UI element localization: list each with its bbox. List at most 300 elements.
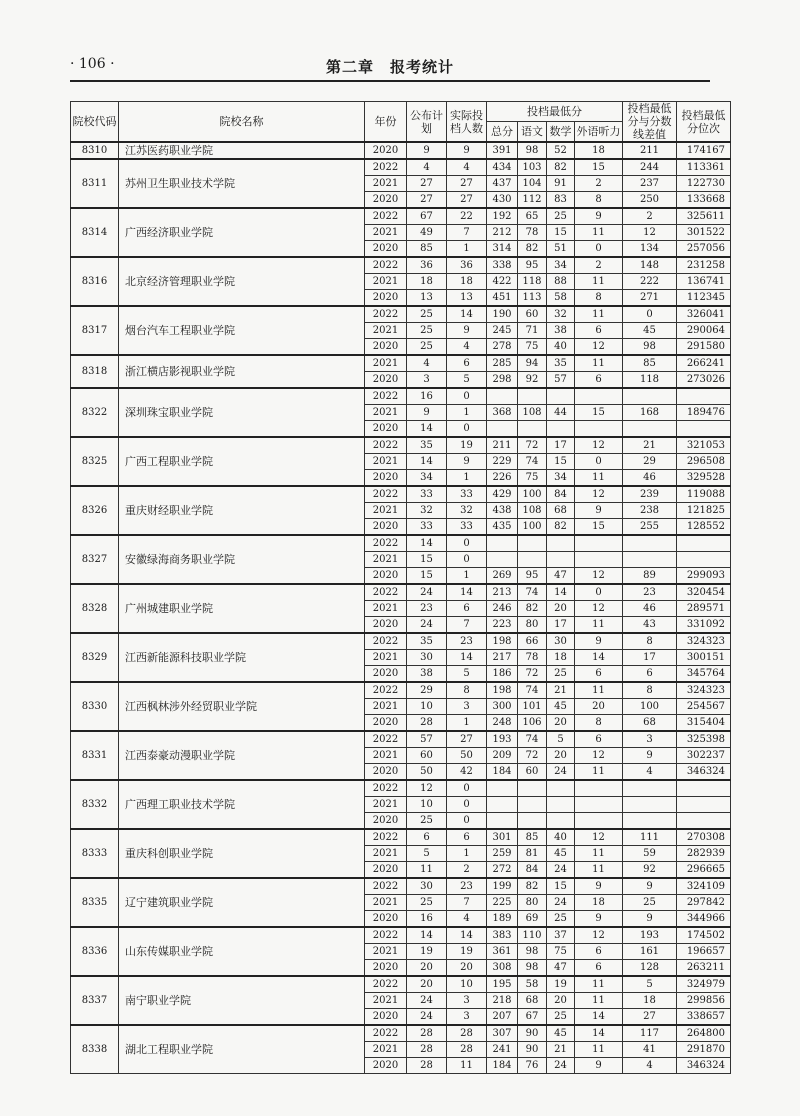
cell-foreign: 11	[575, 1042, 623, 1058]
school-name: 南宁职业学院	[119, 976, 365, 1025]
col-header-math: 数学	[547, 121, 575, 142]
cell-plan: 12	[407, 780, 447, 797]
cell-diff: 9	[623, 748, 677, 764]
cell-math: 82	[547, 159, 575, 176]
cell-chinese: 101	[518, 699, 547, 715]
admission-table	[70, 101, 731, 1074]
cell-foreign: 11	[575, 846, 623, 862]
school-code: 8317	[71, 306, 119, 355]
cell-year: 2020	[365, 666, 407, 683]
cell-foreign: 14	[575, 650, 623, 666]
cell-math: 45	[547, 1025, 575, 1042]
cell-chinese: 66	[518, 633, 547, 650]
cell-year: 2022	[365, 388, 407, 405]
cell-year: 2020	[365, 813, 407, 830]
cell-chinese: 67	[518, 1009, 547, 1026]
cell-year: 2020	[365, 519, 407, 536]
cell-foreign: 9	[575, 503, 623, 519]
cell-diff: 41	[623, 1042, 677, 1058]
cell-actual: 9	[447, 454, 487, 470]
cell-math	[547, 780, 575, 797]
cell-actual: 1	[447, 846, 487, 862]
school-name: 江苏医药职业学院	[119, 142, 365, 159]
cell-chinese: 90	[518, 1025, 547, 1042]
cell-year: 2020	[365, 617, 407, 634]
cell-total: 308	[487, 960, 518, 977]
table-row	[71, 355, 731, 372]
cell-foreign: 18	[575, 895, 623, 911]
cell-plan: 9	[407, 142, 447, 159]
school-code: 8328	[71, 584, 119, 633]
cell-total: 307	[487, 1025, 518, 1042]
cell-actual: 7	[447, 225, 487, 241]
cell-plan: 14	[407, 927, 447, 944]
cell-actual: 9	[447, 142, 487, 159]
col-header-rank: 投档最低分位次	[677, 102, 731, 143]
cell-math: 91	[547, 176, 575, 192]
cell-rank: 325398	[677, 731, 731, 748]
cell-actual: 19	[447, 437, 487, 454]
school-name: 北京经济管理职业学院	[119, 257, 365, 306]
cell-plan: 28	[407, 715, 447, 732]
cell-math: 18	[547, 650, 575, 666]
cell-actual: 14	[447, 306, 487, 323]
cell-rank	[677, 797, 731, 813]
cell-rank: 324323	[677, 682, 731, 699]
cell-math: 25	[547, 1009, 575, 1026]
school-name: 江西新能源科技职业学院	[119, 633, 365, 682]
cell-year: 2020	[365, 142, 407, 159]
cell-foreign: 20	[575, 699, 623, 715]
cell-actual: 32	[447, 503, 487, 519]
table-row	[71, 388, 731, 405]
cell-year: 2021	[365, 601, 407, 617]
cell-rank: 346324	[677, 764, 731, 781]
cell-actual: 14	[447, 927, 487, 944]
table-row	[71, 976, 731, 993]
school-code: 8333	[71, 829, 119, 878]
cell-math: 21	[547, 682, 575, 699]
cell-foreign: 11	[575, 976, 623, 993]
cell-foreign: 12	[575, 829, 623, 846]
cell-actual: 6	[447, 829, 487, 846]
cell-rank: 273026	[677, 372, 731, 389]
school-name: 苏州卫生职业技术学院	[119, 159, 365, 208]
cell-chinese: 98	[518, 944, 547, 960]
cell-plan: 10	[407, 797, 447, 813]
cell-total: 391	[487, 142, 518, 159]
cell-year: 2021	[365, 993, 407, 1009]
school-name: 重庆科创职业学院	[119, 829, 365, 878]
cell-math: 25	[547, 666, 575, 683]
cell-actual: 1	[447, 470, 487, 487]
cell-chinese: 100	[518, 486, 547, 503]
cell-rank: 231258	[677, 257, 731, 274]
cell-math: 37	[547, 927, 575, 944]
school-name: 湖北工程职业学院	[119, 1025, 365, 1074]
cell-math: 15	[547, 878, 575, 895]
cell-rank: 174167	[677, 142, 731, 159]
cell-year: 2020	[365, 960, 407, 977]
cell-total: 383	[487, 927, 518, 944]
cell-year: 2021	[365, 503, 407, 519]
cell-math: 5	[547, 731, 575, 748]
cell-diff: 2	[623, 208, 677, 225]
cell-year: 2022	[365, 780, 407, 797]
cell-rank: 282939	[677, 846, 731, 862]
cell-rank: 257056	[677, 241, 731, 258]
cell-rank: 299856	[677, 993, 731, 1009]
cell-foreign: 14	[575, 1025, 623, 1042]
col-header-min-score-group: 投档最低分	[487, 102, 623, 122]
cell-math: 24	[547, 862, 575, 879]
cell-plan: 14	[407, 535, 447, 552]
cell-diff: 118	[623, 372, 677, 389]
cell-plan: 24	[407, 1009, 447, 1026]
cell-year: 2020	[365, 911, 407, 928]
cell-rank: 346324	[677, 1058, 731, 1074]
cell-actual: 42	[447, 764, 487, 781]
cell-diff: 9	[623, 878, 677, 895]
cell-actual: 27	[447, 192, 487, 209]
cell-year: 2022	[365, 584, 407, 601]
cell-actual: 5	[447, 666, 487, 683]
cell-actual: 3	[447, 993, 487, 1009]
cell-plan: 5	[407, 846, 447, 862]
cell-diff: 244	[623, 159, 677, 176]
cell-foreign: 12	[575, 437, 623, 454]
cell-chinese: 60	[518, 306, 547, 323]
school-code: 8335	[71, 878, 119, 927]
cell-year: 2022	[365, 927, 407, 944]
cell-rank: 321053	[677, 437, 731, 454]
cell-diff: 21	[623, 437, 677, 454]
cell-foreign: 0	[575, 584, 623, 601]
table-row	[71, 927, 731, 944]
cell-diff: 211	[623, 142, 677, 159]
cell-plan: 57	[407, 731, 447, 748]
cell-rank: 119088	[677, 486, 731, 503]
cell-year: 2022	[365, 829, 407, 846]
cell-math: 25	[547, 208, 575, 225]
cell-rank: 326041	[677, 306, 731, 323]
cell-year: 2021	[365, 225, 407, 241]
cell-year: 2022	[365, 208, 407, 225]
cell-plan: 25	[407, 895, 447, 911]
cell-rank: 290064	[677, 323, 731, 339]
cell-math: 40	[547, 829, 575, 846]
cell-year: 2020	[365, 192, 407, 209]
cell-year: 2020	[365, 862, 407, 879]
table-row	[71, 731, 731, 748]
cell-total: 438	[487, 503, 518, 519]
cell-diff: 111	[623, 829, 677, 846]
cell-rank: 338657	[677, 1009, 731, 1026]
school-name: 广西理工职业技术学院	[119, 780, 365, 829]
cell-actual: 23	[447, 633, 487, 650]
cell-total	[487, 388, 518, 405]
cell-foreign: 8	[575, 290, 623, 307]
cell-math: 17	[547, 437, 575, 454]
cell-diff: 239	[623, 486, 677, 503]
cell-math: 83	[547, 192, 575, 209]
cell-year: 2020	[365, 470, 407, 487]
cell-plan: 15	[407, 552, 447, 568]
col-header-code: 院校代码	[71, 102, 119, 143]
cell-total: 434	[487, 159, 518, 176]
cell-actual: 0	[447, 388, 487, 405]
col-header-plan: 公布计划	[407, 102, 447, 143]
cell-diff: 4	[623, 764, 677, 781]
cell-foreign: 12	[575, 601, 623, 617]
cell-diff	[623, 797, 677, 813]
cell-foreign	[575, 388, 623, 405]
cell-year: 2020	[365, 290, 407, 307]
cell-diff: 117	[623, 1025, 677, 1042]
cell-math: 21	[547, 1042, 575, 1058]
cell-chinese: 60	[518, 764, 547, 781]
cell-chinese: 118	[518, 274, 547, 290]
cell-chinese: 75	[518, 339, 547, 356]
cell-diff: 68	[623, 715, 677, 732]
cell-total: 368	[487, 405, 518, 421]
cell-total: 184	[487, 1058, 518, 1074]
cell-plan: 49	[407, 225, 447, 241]
cell-rank: 113361	[677, 159, 731, 176]
cell-math: 17	[547, 617, 575, 634]
cell-actual: 1	[447, 568, 487, 585]
cell-year: 2022	[365, 878, 407, 895]
cell-year: 2022	[365, 306, 407, 323]
cell-total: 198	[487, 682, 518, 699]
cell-foreign: 11	[575, 993, 623, 1009]
cell-diff: 4	[623, 1058, 677, 1074]
cell-diff: 45	[623, 323, 677, 339]
table-row	[71, 829, 731, 846]
cell-actual: 27	[447, 731, 487, 748]
cell-total: 190	[487, 306, 518, 323]
cell-year: 2021	[365, 1042, 407, 1058]
cell-plan: 25	[407, 306, 447, 323]
header-rule	[70, 80, 710, 82]
cell-actual: 9	[447, 323, 487, 339]
cell-math: 20	[547, 993, 575, 1009]
cell-math: 25	[547, 911, 575, 928]
cell-total: 189	[487, 911, 518, 928]
table-row	[71, 486, 731, 503]
cell-total: 285	[487, 355, 518, 372]
cell-total: 451	[487, 290, 518, 307]
cell-diff: 12	[623, 225, 677, 241]
cell-rank: 263211	[677, 960, 731, 977]
cell-rank: 254567	[677, 699, 731, 715]
cell-plan: 27	[407, 176, 447, 192]
cell-foreign: 6	[575, 960, 623, 977]
cell-plan: 35	[407, 633, 447, 650]
cell-actual: 3	[447, 1009, 487, 1026]
cell-plan: 38	[407, 666, 447, 683]
table-row	[71, 535, 731, 552]
cell-foreign: 12	[575, 568, 623, 585]
cell-total	[487, 780, 518, 797]
cell-chinese: 95	[518, 257, 547, 274]
cell-math: 35	[547, 355, 575, 372]
cell-math: 20	[547, 748, 575, 764]
cell-rank: 136741	[677, 274, 731, 290]
cell-year: 2020	[365, 764, 407, 781]
cell-diff: 27	[623, 1009, 677, 1026]
cell-actual: 3	[447, 699, 487, 715]
col-header-name: 院校名称	[119, 102, 365, 143]
cell-total: 246	[487, 601, 518, 617]
cell-plan: 24	[407, 993, 447, 1009]
cell-plan: 67	[407, 208, 447, 225]
cell-math: 47	[547, 568, 575, 585]
cell-chinese: 112	[518, 192, 547, 209]
cell-diff: 43	[623, 617, 677, 634]
cell-year: 2021	[365, 748, 407, 764]
chapter-title: 第二章 报考统计	[325, 58, 454, 76]
cell-year: 2021	[365, 454, 407, 470]
school-code: 8336	[71, 927, 119, 976]
cell-year: 2022	[365, 682, 407, 699]
school-code: 8327	[71, 535, 119, 584]
cell-chinese: 108	[518, 405, 547, 421]
cell-actual: 4	[447, 159, 487, 176]
cell-actual: 1	[447, 241, 487, 258]
cell-actual: 5	[447, 372, 487, 389]
cell-total: 184	[487, 764, 518, 781]
cell-plan: 85	[407, 241, 447, 258]
cell-actual: 19	[447, 944, 487, 960]
col-header-actual: 实际投档人数	[447, 102, 487, 143]
cell-plan: 60	[407, 748, 447, 764]
school-code: 8325	[71, 437, 119, 486]
cell-diff: 128	[623, 960, 677, 977]
cell-diff	[623, 552, 677, 568]
cell-plan: 28	[407, 1025, 447, 1042]
cell-rank: 324979	[677, 976, 731, 993]
cell-plan: 35	[407, 437, 447, 454]
cell-plan: 11	[407, 862, 447, 879]
cell-math: 58	[547, 290, 575, 307]
cell-total: 192	[487, 208, 518, 225]
cell-plan: 19	[407, 944, 447, 960]
cell-rank: 299093	[677, 568, 731, 585]
cell-year: 2021	[365, 846, 407, 862]
cell-rank: 344966	[677, 911, 731, 928]
cell-math: 45	[547, 699, 575, 715]
cell-foreign: 11	[575, 274, 623, 290]
cell-math: 75	[547, 944, 575, 960]
cell-rank: 345764	[677, 666, 731, 683]
cell-foreign: 11	[575, 470, 623, 487]
cell-total: 209	[487, 748, 518, 764]
cell-total: 429	[487, 486, 518, 503]
cell-plan: 32	[407, 503, 447, 519]
cell-diff: 25	[623, 895, 677, 911]
cell-total: 245	[487, 323, 518, 339]
cell-plan: 30	[407, 878, 447, 895]
cell-foreign: 6	[575, 731, 623, 748]
cell-diff: 92	[623, 862, 677, 879]
cell-chinese: 76	[518, 1058, 547, 1074]
cell-total	[487, 552, 518, 568]
cell-total: 229	[487, 454, 518, 470]
cell-chinese: 110	[518, 927, 547, 944]
cell-plan: 50	[407, 764, 447, 781]
cell-chinese	[518, 535, 547, 552]
cell-math: 44	[547, 405, 575, 421]
cell-actual: 33	[447, 519, 487, 536]
table-row	[71, 142, 731, 159]
cell-rank: 325611	[677, 208, 731, 225]
school-name: 重庆财经职业学院	[119, 486, 365, 535]
cell-plan: 36	[407, 257, 447, 274]
cell-foreign: 8	[575, 192, 623, 209]
cell-diff: 250	[623, 192, 677, 209]
cell-total: 437	[487, 176, 518, 192]
cell-actual: 0	[447, 552, 487, 568]
cell-math: 45	[547, 846, 575, 862]
school-name: 江西枫林涉外经贸职业学院	[119, 682, 365, 731]
cell-math: 38	[547, 323, 575, 339]
cell-total: 269	[487, 568, 518, 585]
cell-foreign: 11	[575, 306, 623, 323]
cell-year: 2022	[365, 486, 407, 503]
cell-chinese: 90	[518, 1042, 547, 1058]
cell-foreign: 9	[575, 1058, 623, 1074]
cell-foreign: 9	[575, 878, 623, 895]
cell-chinese: 75	[518, 470, 547, 487]
cell-plan: 4	[407, 159, 447, 176]
cell-year: 2022	[365, 976, 407, 993]
cell-diff	[623, 388, 677, 405]
cell-foreign: 8	[575, 715, 623, 732]
cell-chinese: 106	[518, 715, 547, 732]
cell-rank: 324323	[677, 633, 731, 650]
cell-year: 2022	[365, 633, 407, 650]
cell-math: 34	[547, 470, 575, 487]
cell-rank: 315404	[677, 715, 731, 732]
cell-total: 278	[487, 339, 518, 356]
cell-rank: 112345	[677, 290, 731, 307]
cell-total: 226	[487, 470, 518, 487]
cell-chinese	[518, 780, 547, 797]
cell-chinese	[518, 797, 547, 813]
cell-foreign: 11	[575, 617, 623, 634]
cell-total: 186	[487, 666, 518, 683]
cell-diff: 23	[623, 584, 677, 601]
cell-year: 2021	[365, 944, 407, 960]
cell-diff: 17	[623, 650, 677, 666]
cell-math: 24	[547, 895, 575, 911]
cell-actual: 22	[447, 208, 487, 225]
cell-year: 2022	[365, 257, 407, 274]
cell-diff: 8	[623, 682, 677, 699]
cell-math: 24	[547, 764, 575, 781]
cell-foreign: 9	[575, 911, 623, 928]
cell-foreign	[575, 535, 623, 552]
cell-chinese: 82	[518, 601, 547, 617]
cell-actual: 6	[447, 601, 487, 617]
table-row	[71, 257, 731, 274]
cell-plan: 9	[407, 405, 447, 421]
cell-diff: 46	[623, 601, 677, 617]
cell-actual: 0	[447, 797, 487, 813]
cell-math: 84	[547, 486, 575, 503]
cell-foreign: 6	[575, 372, 623, 389]
